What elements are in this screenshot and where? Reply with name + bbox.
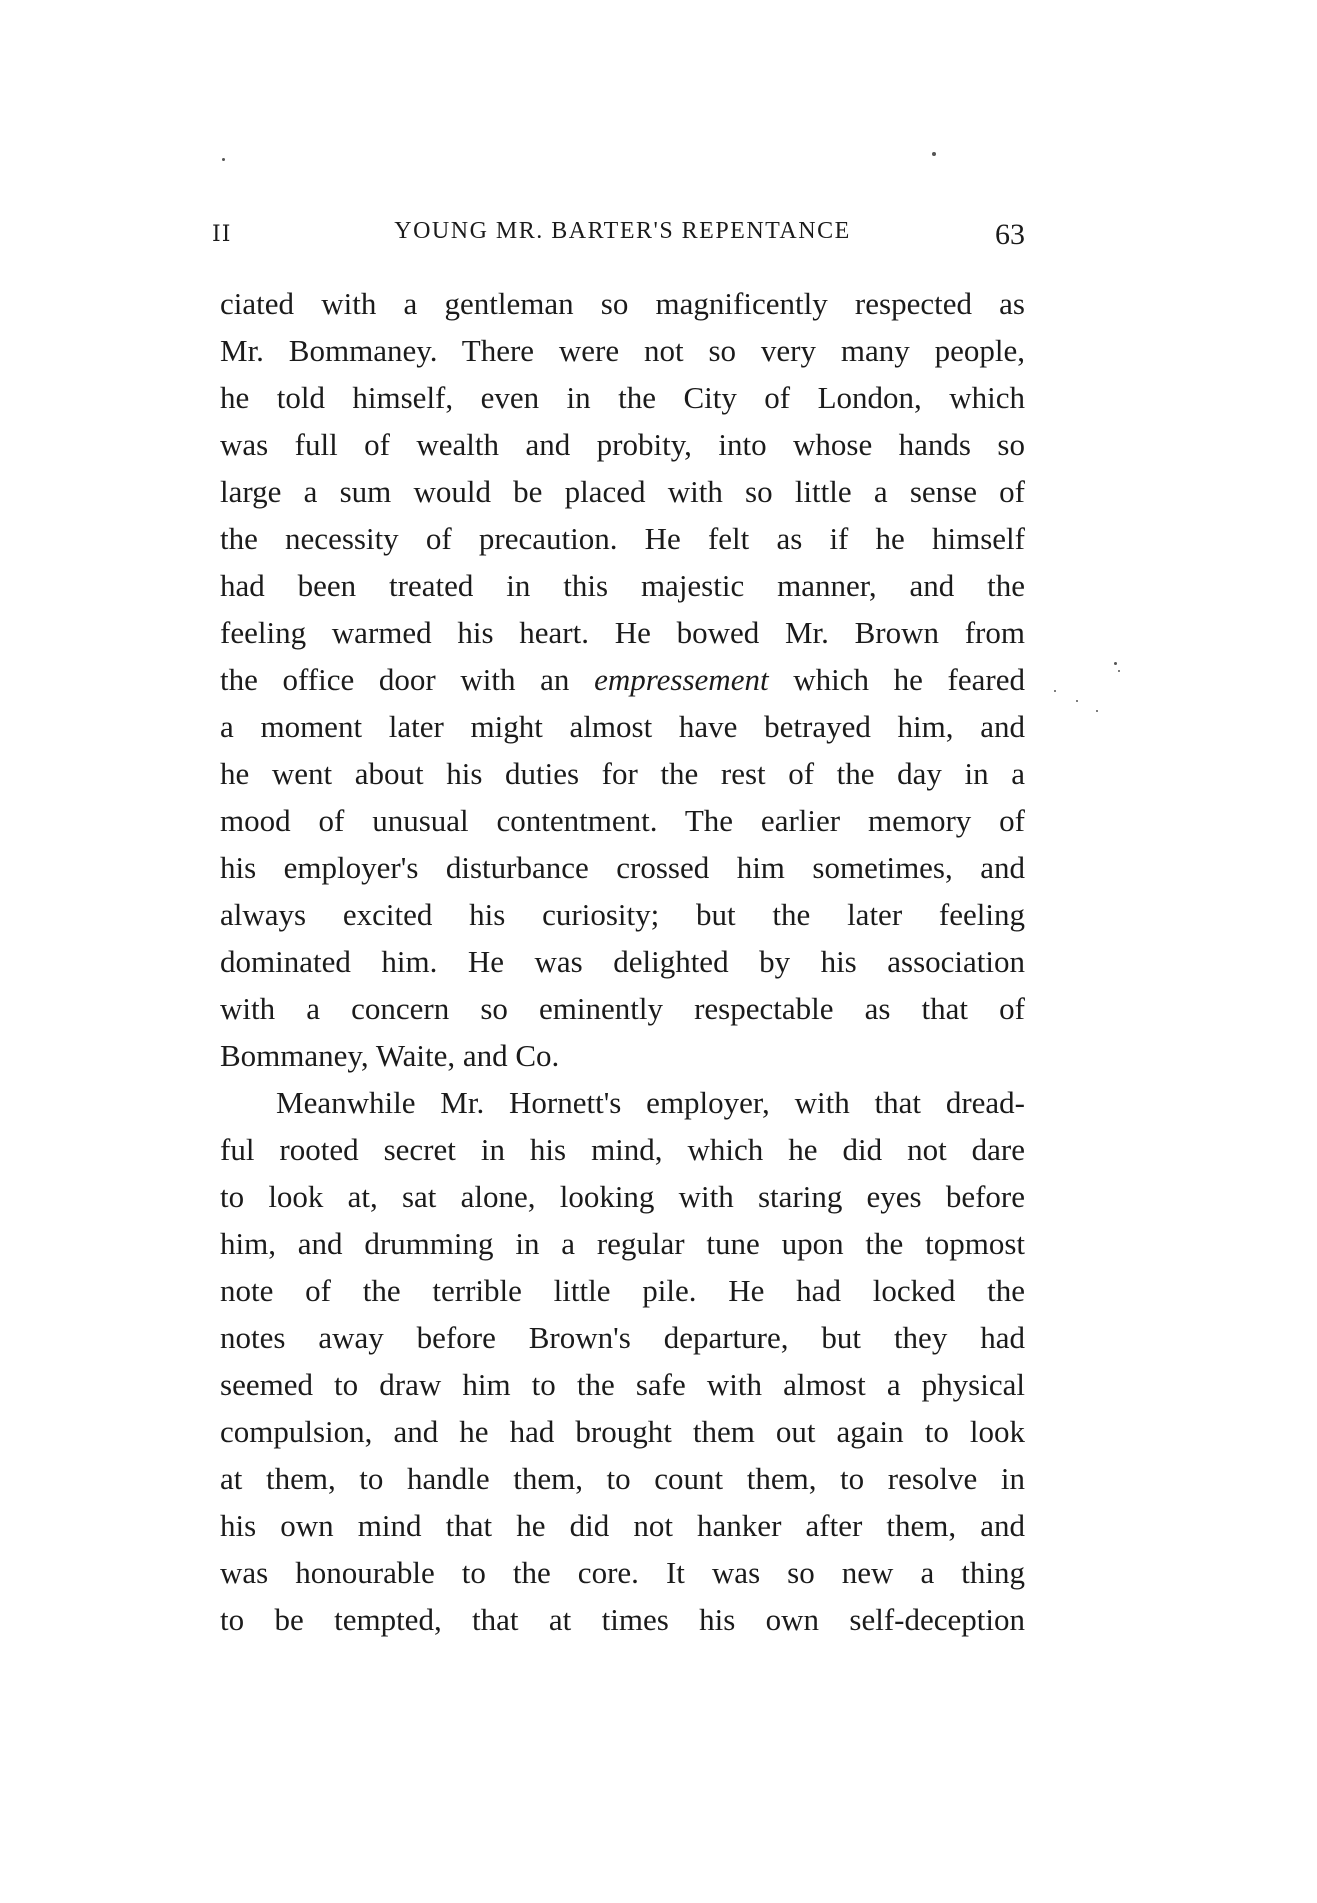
scan-speck — [1054, 690, 1056, 692]
text-line: he told himself, even in the City of London, which — [220, 380, 1025, 415]
text-line: always excited his curiosity; but the later feeling — [220, 897, 1025, 932]
text-line: to look at, sat alone, looking with staring eyes before — [220, 1179, 1025, 1214]
page-header — [212, 218, 1025, 254]
scan-speck — [1114, 662, 1117, 665]
text-line: Meanwhile Mr. Hornett's employer, with that dread- — [276, 1085, 1025, 1120]
text-line: dominated him. He was delighted by his association — [220, 944, 1025, 979]
text-line: the office door with an empressement which he feared — [220, 662, 1025, 697]
text-line: the necessity of precaution. He felt as if he himself — [220, 521, 1025, 556]
text-line: at them, to handle them, to count them, to resolve in — [220, 1461, 1025, 1496]
text-line: with a concern so eminently respectable as that of — [220, 991, 1025, 1026]
text-line: ful rooted secret in his mind, which he did not dare — [220, 1132, 1025, 1167]
text-line: his employer's disturbance crossed him sometimes, and — [220, 850, 1025, 885]
text-line: was honourable to the core. It was so new a thing — [220, 1555, 1025, 1590]
scan-speck — [1096, 710, 1098, 712]
text-line: had been treated in this majestic manner, and the — [220, 568, 1025, 603]
italic-word: empressement — [594, 662, 769, 697]
text-line: him, and drumming in a regular tune upon the topmost — [220, 1226, 1025, 1261]
text-line: his own mind that he did not hanker after them, and — [220, 1508, 1025, 1543]
scan-speck — [932, 152, 936, 156]
text-line: ciated with a gentleman so magnificently respected as — [220, 286, 1025, 321]
text-line: large a sum would be placed with so little a sense of — [220, 474, 1025, 509]
text-line: was full of wealth and probity, into whose hands so — [220, 427, 1025, 462]
scan-speck — [1076, 700, 1078, 702]
body-text — [220, 280, 1025, 1643]
running-title: YOUNG MR. BARTER'S REPENTANCE — [394, 218, 851, 244]
signature-mark: II — [212, 222, 232, 247]
text-line: he went about his duties for the rest of the day in a — [220, 756, 1025, 791]
text-line: Mr. Bommaney. There were not so very many people, — [220, 333, 1025, 368]
text-line: mood of unusual contentment. The earlier memory of — [220, 803, 1025, 838]
text-line: compulsion, and he had brought them out again to look — [220, 1414, 1025, 1449]
scan-speck — [222, 158, 225, 161]
text-line: to be tempted, that at times his own self-deception — [220, 1602, 1025, 1637]
text-line: notes away before Brown's departure, but they had — [220, 1320, 1025, 1355]
text-line: feeling warmed his heart. He bowed Mr. Brown from — [220, 615, 1025, 650]
text-line: seemed to draw him to the safe with almost a physical — [220, 1367, 1025, 1402]
scan-speck — [1118, 670, 1120, 672]
text-line: Bommaney, Waite, and Co. — [220, 1038, 560, 1073]
text-line: a moment later might almost have betrayed him, and — [220, 709, 1025, 744]
page-number: 63 — [995, 218, 1025, 251]
text-line: note of the terrible little pile. He had locked the — [220, 1273, 1025, 1308]
